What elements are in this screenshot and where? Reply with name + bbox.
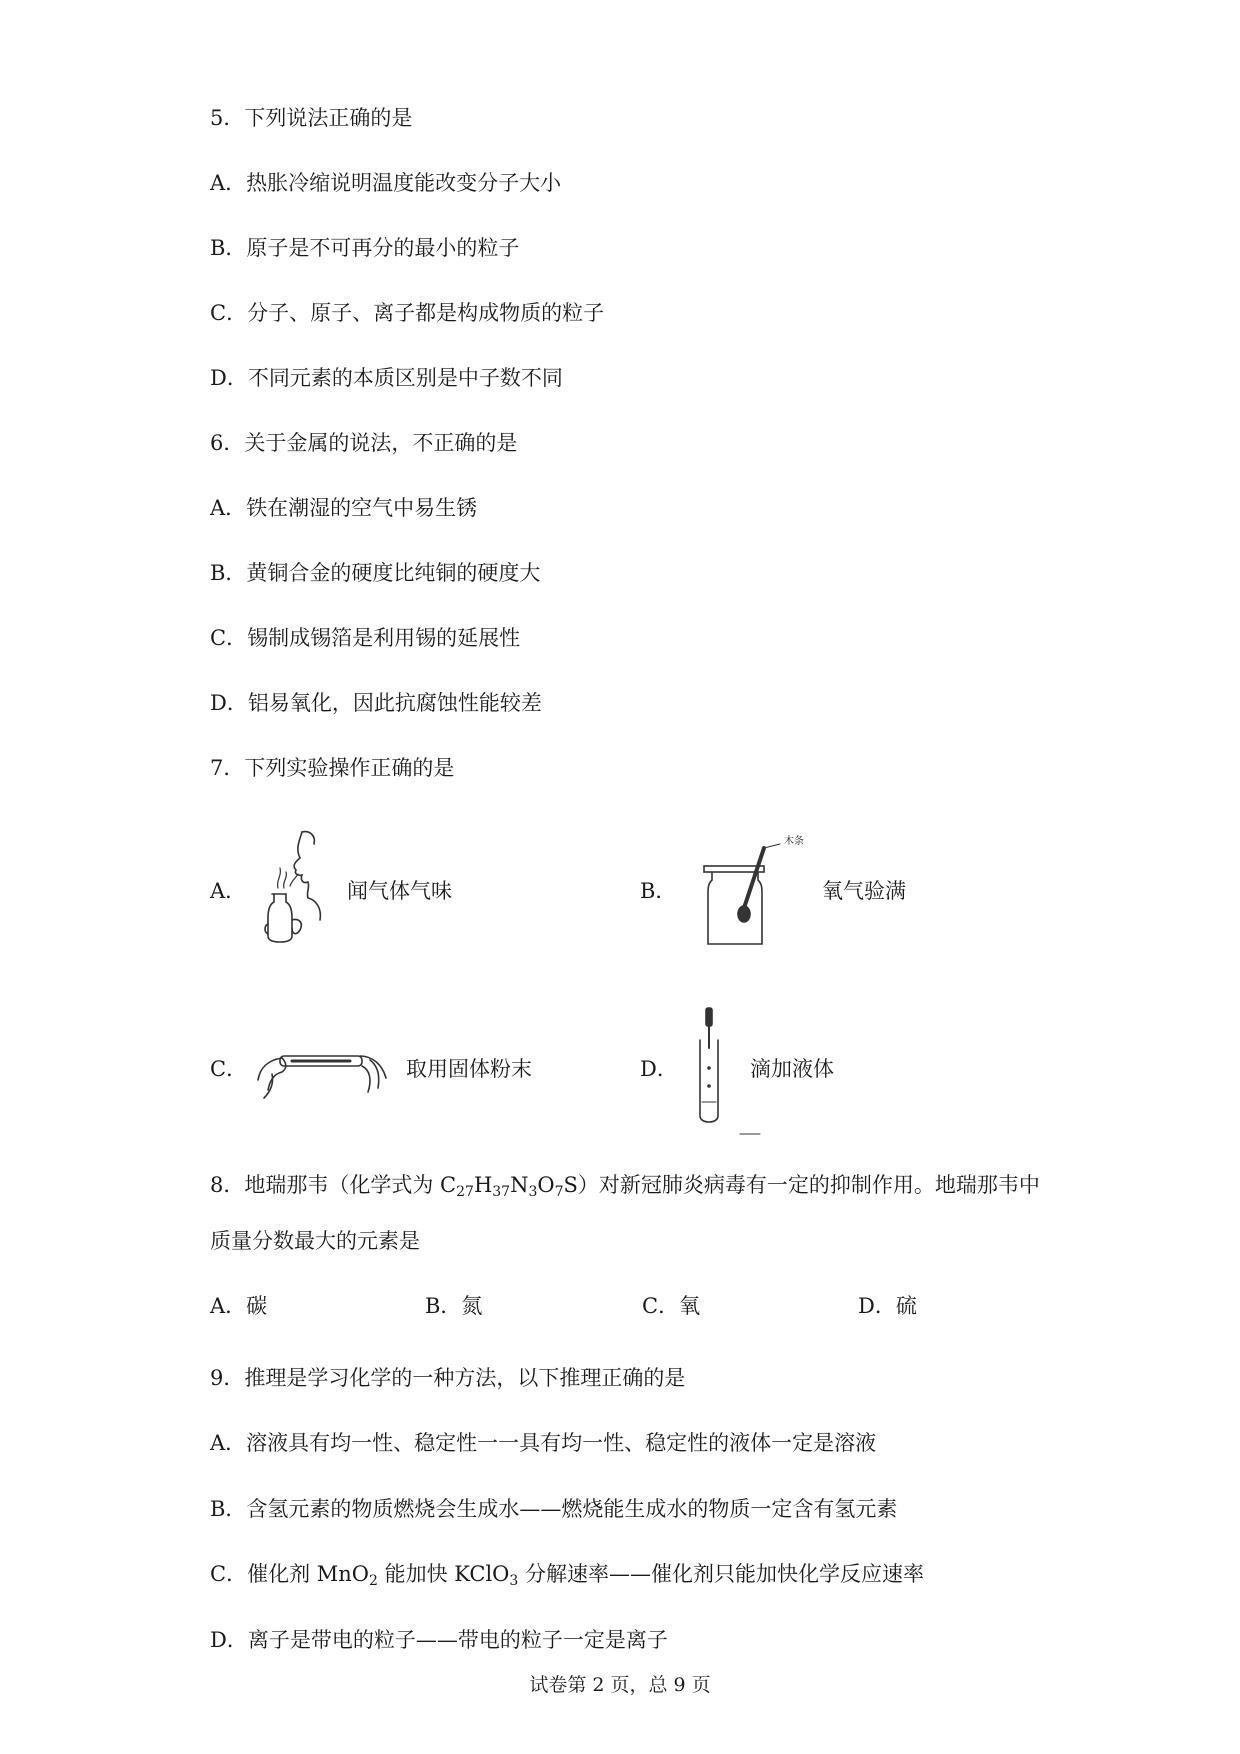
q8-sub-carbon: 27 <box>456 1184 474 1200</box>
q9-option-b: B．含氢元素的物质燃烧会生成水——燃烧能生成水的物质一定含有氢元素 <box>210 1497 898 1521</box>
q8-h: H <box>473 1173 493 1197</box>
q8-option-a: A．碳 <box>210 1294 268 1318</box>
q5-stem: 5．下列说法正确的是 <box>210 106 413 130</box>
q9-option-c-part3: 分解速率——催化剂只能加快化学反应速率 <box>518 1562 925 1586</box>
q7-option-a-label: A． <box>210 879 247 903</box>
q9-option-c-sub1: 2 <box>369 1573 378 1589</box>
q8-text-start: 8．地瑞那韦（化学式为 C <box>210 1173 457 1197</box>
q7-option-b-caption: 氧气验满 <box>822 879 906 903</box>
q7-option-a-caption: 闻气体气味 <box>347 879 452 903</box>
q9-option-c-part2: 能加快 KClO <box>377 1562 510 1586</box>
q9-option-c-part1: C．催化剂 MnO <box>210 1562 369 1586</box>
q7-stem: 7．下列实验操作正确的是 <box>210 756 455 780</box>
q5-option-d: D．不同元素的本质区别是中子数不同 <box>210 366 563 390</box>
q9-option-c <box>210 1559 924 1589</box>
q6-option-c: C．锡制成锡箔是利用锡的延展性 <box>210 626 521 650</box>
q8-stem-line2: 质量分数最大的元素是 <box>210 1229 420 1253</box>
q8-option-d: D．硫 <box>858 1294 917 1318</box>
q8-o: O <box>537 1173 555 1197</box>
q5-option-b: B．原子是不可再分的最小的粒子 <box>210 236 520 260</box>
q6-stem: 6．关于金属的说法，不正确的是 <box>210 431 518 455</box>
q6-option-a: A．铁在潮湿的空气中易生锈 <box>210 496 478 520</box>
q7-option-c-label: C． <box>210 1057 248 1081</box>
q6-option-d: D．铝易氧化，因此抗腐蚀性能较差 <box>210 691 542 715</box>
oxygen-test-icon <box>700 840 810 952</box>
q8-option-c: C．氧 <box>642 1294 701 1318</box>
q9-option-c-sub2: 3 <box>509 1573 519 1589</box>
q9-option-d: D．离子是带电的粒子——带电的粒子一定是离子 <box>210 1628 668 1652</box>
q8-sub-hydrogen: 37 <box>492 1184 511 1200</box>
powder-tube-icon <box>252 1040 392 1102</box>
q5-option-c: C．分子、原子、离子都是构成物质的粒子 <box>210 301 605 325</box>
smell-gas-icon <box>262 828 340 944</box>
q7-option-b-figure-label: 木条 <box>784 836 804 847</box>
q8-option-b: B．氮 <box>425 1294 483 1318</box>
page-footer: 试卷第 2 页，总 9 页 <box>529 1674 711 1696</box>
q9-stem: 9．推理是学习化学的一种方法，以下推理正确的是 <box>210 1366 686 1390</box>
q7-option-c-caption: 取用固体粉末 <box>406 1057 532 1081</box>
q7-option-d-caption: 滴加液体 <box>750 1057 834 1081</box>
q6-option-b: B．黄铜合金的硬度比纯铜的硬度大 <box>210 561 541 585</box>
q7-option-d-label: D． <box>640 1057 678 1081</box>
q5-option-a: A．热胀冷缩说明温度能改变分子大小 <box>210 171 562 195</box>
q8-n: N <box>510 1173 529 1197</box>
q9-option-a: A．溶液具有均一性、稳定性一一具有均一性、稳定性的液体一定是溶液 <box>210 1431 877 1455</box>
q8-stem-line1 <box>210 1170 1040 1200</box>
q7-option-b-label: B． <box>640 879 677 903</box>
q8-sub-nitrogen: 3 <box>528 1184 538 1200</box>
q8-text-end: S）对新冠肺炎病毒有一定的抑制作用。地瑞那韦中 <box>563 1173 1040 1197</box>
q8-sub-oxygen: 7 <box>554 1184 564 1200</box>
